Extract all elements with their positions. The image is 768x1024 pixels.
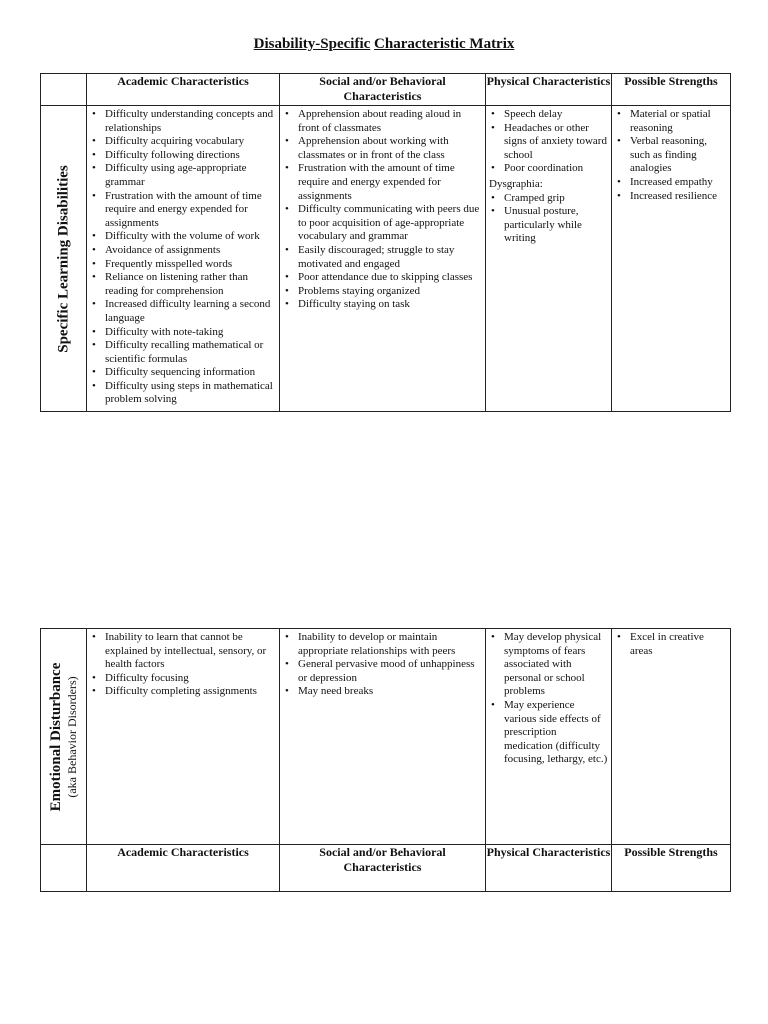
ed-social-cell (280, 629, 486, 845)
dysgraphia-subheading: Dysgraphia: (489, 177, 543, 190)
list-item: • Frequently misspelled words (105, 258, 276, 272)
list-item: • Difficulty using age-appropriate grammar (105, 162, 276, 189)
sld-social-cell (280, 106, 486, 412)
sld-row-label (41, 106, 87, 412)
sld-social-list (280, 106, 485, 314)
list-item: • Apprehension about reading aloud in front of classmates (298, 108, 482, 135)
list-item: • Difficulty with the volume of work (105, 230, 276, 244)
sld-strengths-list (612, 106, 730, 205)
sld-dysgraphia-list (486, 192, 611, 248)
header-social: Social and/or Behavioral Characteristics (280, 74, 486, 106)
list-item: • Inability to develop or maintain appropriate relationships with peers (298, 631, 482, 658)
sld-table (40, 73, 731, 412)
list-item: • Apprehension about working with classmates or in front of the class (298, 135, 482, 162)
sld-header-row (41, 74, 731, 106)
list-item: • Reliance on listening rather than reading for comprehension (105, 271, 276, 298)
ed-strengths-cell (612, 629, 731, 845)
list-item: • Cramped grip (504, 192, 608, 206)
ed-row-label (41, 629, 87, 845)
list-item: • Increased resilience (630, 190, 727, 204)
ed-header-physical: Physical Characteristics (486, 845, 612, 892)
ed-academic-cell (87, 629, 280, 845)
list-item: • Frustration with the amount of time require and energy expended for assignments (298, 162, 482, 203)
list-item: • Increased empathy (630, 176, 727, 190)
list-item: • Difficulty using steps in mathematical problem solving (105, 380, 276, 407)
list-item: • Increased difficulty learning a second language (105, 298, 276, 325)
ed-row (41, 629, 731, 845)
title-part-1: Disability-Specific (253, 36, 371, 52)
ed-label: Emotional Disturbance (47, 662, 64, 811)
list-item: • May experience various side effects of prescription medication (difficulty focusing, lethargy, etc.) (504, 699, 608, 767)
list-item: • Difficulty communicating with peers due to poor acquisition of age-appropriate vocabulary and grammar (298, 203, 482, 244)
list-item: • Avoidance of assignments (105, 244, 276, 258)
list-item: • Verbal reasoning, such as finding analogies (630, 135, 727, 176)
list-item: • Speech delay (504, 108, 608, 122)
list-item: • Poor coordination (504, 162, 608, 176)
title-part-2: Characteristic Matrix (374, 36, 515, 52)
ed-physical-cell (486, 629, 612, 845)
sld-physical-list (486, 106, 611, 178)
ed-social-list (280, 629, 485, 701)
list-item: • Difficulty recalling mathematical or scientific formulas (105, 339, 276, 366)
ed-strengths-list (612, 629, 730, 660)
list-item: • Difficulty completing assignments (105, 685, 276, 699)
page-title (0, 36, 768, 53)
list-item: • Excel in creative areas (630, 631, 727, 658)
sld-physical-cell (486, 106, 612, 412)
sld-strengths-cell (612, 106, 731, 412)
sld-academic-cell (87, 106, 280, 412)
list-item: • Material or spatial reasoning (630, 108, 727, 135)
ed-header-row (41, 845, 731, 892)
ed-table (40, 628, 731, 892)
header-academic: Academic Characteristics (87, 74, 280, 106)
list-item: • Unusual posture, particularly while writing (504, 205, 608, 246)
ed-header-social: Social and/or Behavioral Characteristics (280, 845, 486, 892)
ed-header-strengths: Possible Strengths (612, 845, 731, 892)
list-item: • Inability to learn that cannot be explained by intellectual, sensory, or health factors (105, 631, 276, 672)
list-item: • Poor attendance due to skipping classes (298, 271, 482, 285)
ed-sublabel: (aka Behavior Disorders) (64, 675, 79, 798)
list-item: • Difficulty understanding concepts and relationships (105, 108, 276, 135)
ed-header-academic: Academic Characteristics (87, 845, 280, 892)
ed-academic-list (87, 629, 279, 701)
ed-physical-list (486, 629, 611, 769)
list-item: • Difficulty focusing (105, 672, 276, 686)
list-item: • Difficulty staying on task (298, 298, 482, 312)
sld-academic-list (87, 106, 279, 409)
sld-label: Specific Learning Disabilities (55, 164, 71, 353)
list-item: • Difficulty with note-taking (105, 326, 276, 340)
header-physical: Physical Characteristics (486, 74, 612, 106)
list-item: • Easily discouraged; struggle to stay motivated and engaged (298, 244, 482, 271)
list-item: • General pervasive mood of unhappiness or depression (298, 658, 482, 685)
sld-row (41, 106, 731, 412)
sld-dysgraphia-heading-list (486, 178, 611, 192)
list-item: • May need breaks (298, 685, 482, 699)
corner-cell (41, 74, 87, 106)
list-item: • Difficulty acquiring vocabulary (105, 135, 276, 149)
list-item: • Frustration with the amount of time require and energy expended for assignments (105, 190, 276, 231)
ed-corner-cell (41, 845, 87, 892)
list-item: • Difficulty sequencing information (105, 366, 276, 380)
list-item: • Difficulty following directions (105, 149, 276, 163)
list-item: • Problems staying organized (298, 285, 482, 299)
list-item: • May develop physical symptoms of fears associated with personal or school problems (504, 631, 608, 699)
header-strengths: Possible Strengths (612, 74, 731, 106)
list-item: • Headaches or other signs of anxiety toward school (504, 122, 608, 163)
